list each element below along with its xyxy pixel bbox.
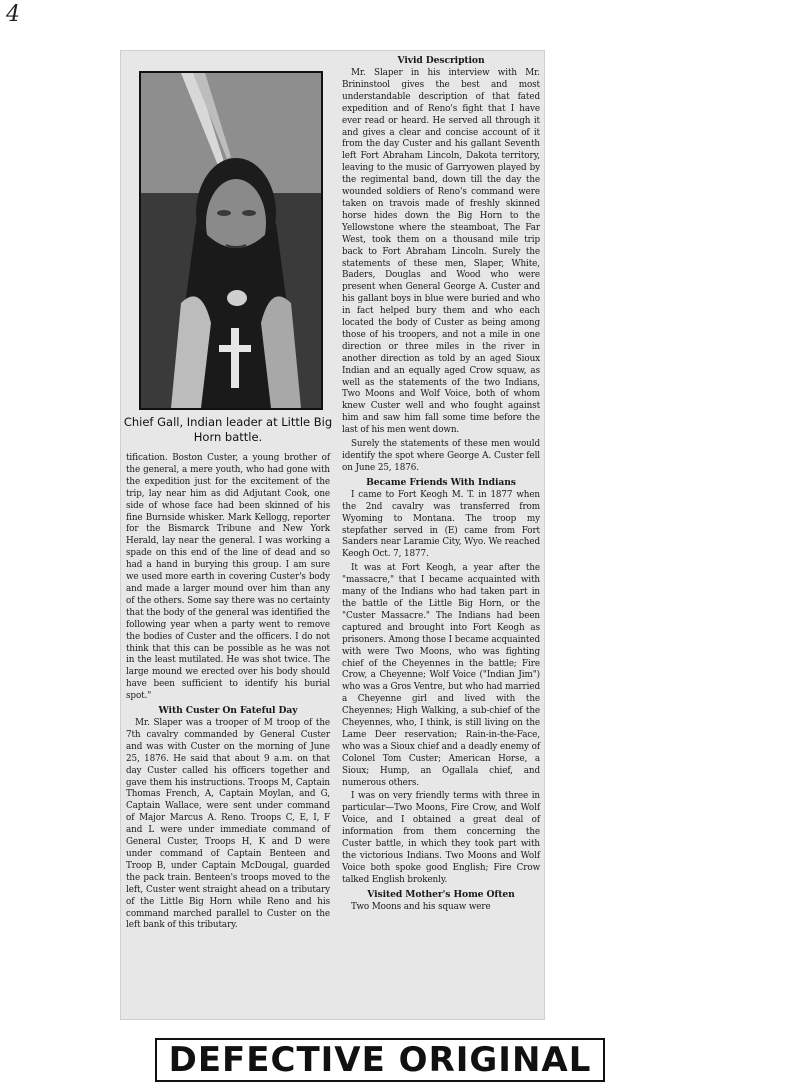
paragraph: tification. Boston Custer, a young brother of the general, a mere youth, who had gone with the expedition just for the excitement of the trip, lay near him as did Adjutant Cook, one side of whose face had been skinned of his fine Burnside whisker. Mark Kellogg, reporter for the Bismarck Tribune and New York Herald, lay near the general. I was working a spade on this end of the line of dead and so had a hand in burying this group. I am sure we used more earth in covering Custer's body and made a larger mound over him than any of the others. Some say there was no certainty that the body of the general was identified the following year when a party went to remove the bodies of Custer and the officers. I do not think that this can be possible as he was not in the least mutilated. He was shot twice. The large mound we erected over his body should have been sufficient to identify his burial spot." xyxy=(126,453,330,702)
paragraph: Two Moons and his squaw were xyxy=(351,901,491,912)
paragraph: Surely the statements of these men would identify the spot where George A. Custer fell on June 25, 1876. xyxy=(342,439,540,473)
section-heading: Vivid Description xyxy=(397,55,485,66)
right-column-text xyxy=(342,54,540,916)
left-column xyxy=(123,51,333,1019)
portrait-photo-icon xyxy=(139,71,323,410)
section-heading: Became Friends With Indians xyxy=(366,476,516,488)
paragraph: Mr. Slaper was a trooper of M troop of the 7th cavalry commanded by General Custer and was with Custer on the morning of June 25, 1876. He said that about 9 a.m. on that day Custer called his officers together and gave them his instructions. Troops M, Captain Thomas French, A, Captain Moylan, and G, Captain Wallace, were sent under command of Major Marcus A. Reno. Troops C, E, I, F and L were under immediate command of General Custer, Troops H, K and D were under command of Captain Benteen and Troop B, under Captain McDougal, guarded the pack train. Benteen's troops moved to the left, Custer went straight ahead on a tributary of the Little Big Horn while Reno and his command marched parallel to Custer on the left bank of this tributary. xyxy=(126,718,330,931)
section-heading: With Custer On Fateful Day xyxy=(158,705,298,717)
page-number-mark: 4 xyxy=(6,2,20,27)
paragraph: I came to Fort Keogh M. T. in 1877 when the 2nd cavalry was transferred from Wyoming to Montana. The troop my stepfather served in (E) came from Fort Sanders near Laramie City, Wyo. We reached Keogh Oct. 7, 1877. xyxy=(342,489,540,560)
right-column xyxy=(340,51,542,1019)
paragraph: It was at Fort Keogh, a year after the "massacre," that I became acquainted with many of the Indians who had taken part in the battle of the Little Big Horn, or the "Custer Massacre." The Indians had been captured and brought into Fort Keogh as prisoners. Among those I became acquainted with were Two Moons, who was fighting chief of the Cheyennes in the battle; Fire Crow, a Cheyenne; Wolf Voice ("Indian Jim") who was a Gros Ventre, but who had married a Cheyenne girl and lived with the Cheyennes; High Walking, a sub-chief of the Cheyennes, who, I think, is still living on the Lame Deer reservation; Rain-in-the-Face, who was a Sioux chief and a deadly enemy of Colonel Tom Custer; American Horse, a Sioux; Hump, an Ogallala chief, and numerous others. xyxy=(342,563,540,788)
paragraph: Mr. Slaper in his interview with Mr. Brininstool gives the best and most understandable description of that fated expedition and of Reno's fight that I have ever read or heard. He served all through it and gives a clear and concise account of it from the day Custer and his gallant Seventh left Fort Abraham Lincoln, Dakota territory, leaving to the music of Garryowen played by the regimental band, down till the day the wounded soldiers of Reno's command were taken on travois made of freshly skinned horse hides down the Big Horn to the Yellowstone where the steamboat, The Far West, took them on a thousand mile trip back to Fort Abraham Lincoln. Surely the statements of these men, Slaper, White, Baders, Douglas and Wood who were present when General George A. Custer and his gallant boys in blue were buried and who in fact helped bury them and who each located the body of Custer as being among those of his troopers, and not a mile in one direction or three miles in the river in another direction as told by an aged Sioux Indian and an equally aged Crow squaw, as well as the statements of the two Indians, Two Moons and Wolf Voice, both of whom knew Custer well and who fought against him and saw him fall some time before the last of his men went down. xyxy=(342,68,540,436)
photo-caption: Chief Gall, Indian leader at Little Big Horn battle. xyxy=(123,415,333,444)
section-heading: Visited Mother's Home Often xyxy=(367,888,515,900)
newspaper-clipping xyxy=(120,50,545,1020)
left-column-text xyxy=(126,453,330,934)
defective-original-stamp: DEFECTIVE ORIGINAL xyxy=(155,1038,605,1082)
paragraph: I was on very friendly terms with three in particular—Two Moons, Fire Crow, and Wolf Voice, and I obtained a great deal of information from them concerning the Custer battle, in which they took part with the victorious Indians. Two Moons and Wolf Voice both spoke good English; Fire Crow talked English brokenly. xyxy=(342,791,540,885)
